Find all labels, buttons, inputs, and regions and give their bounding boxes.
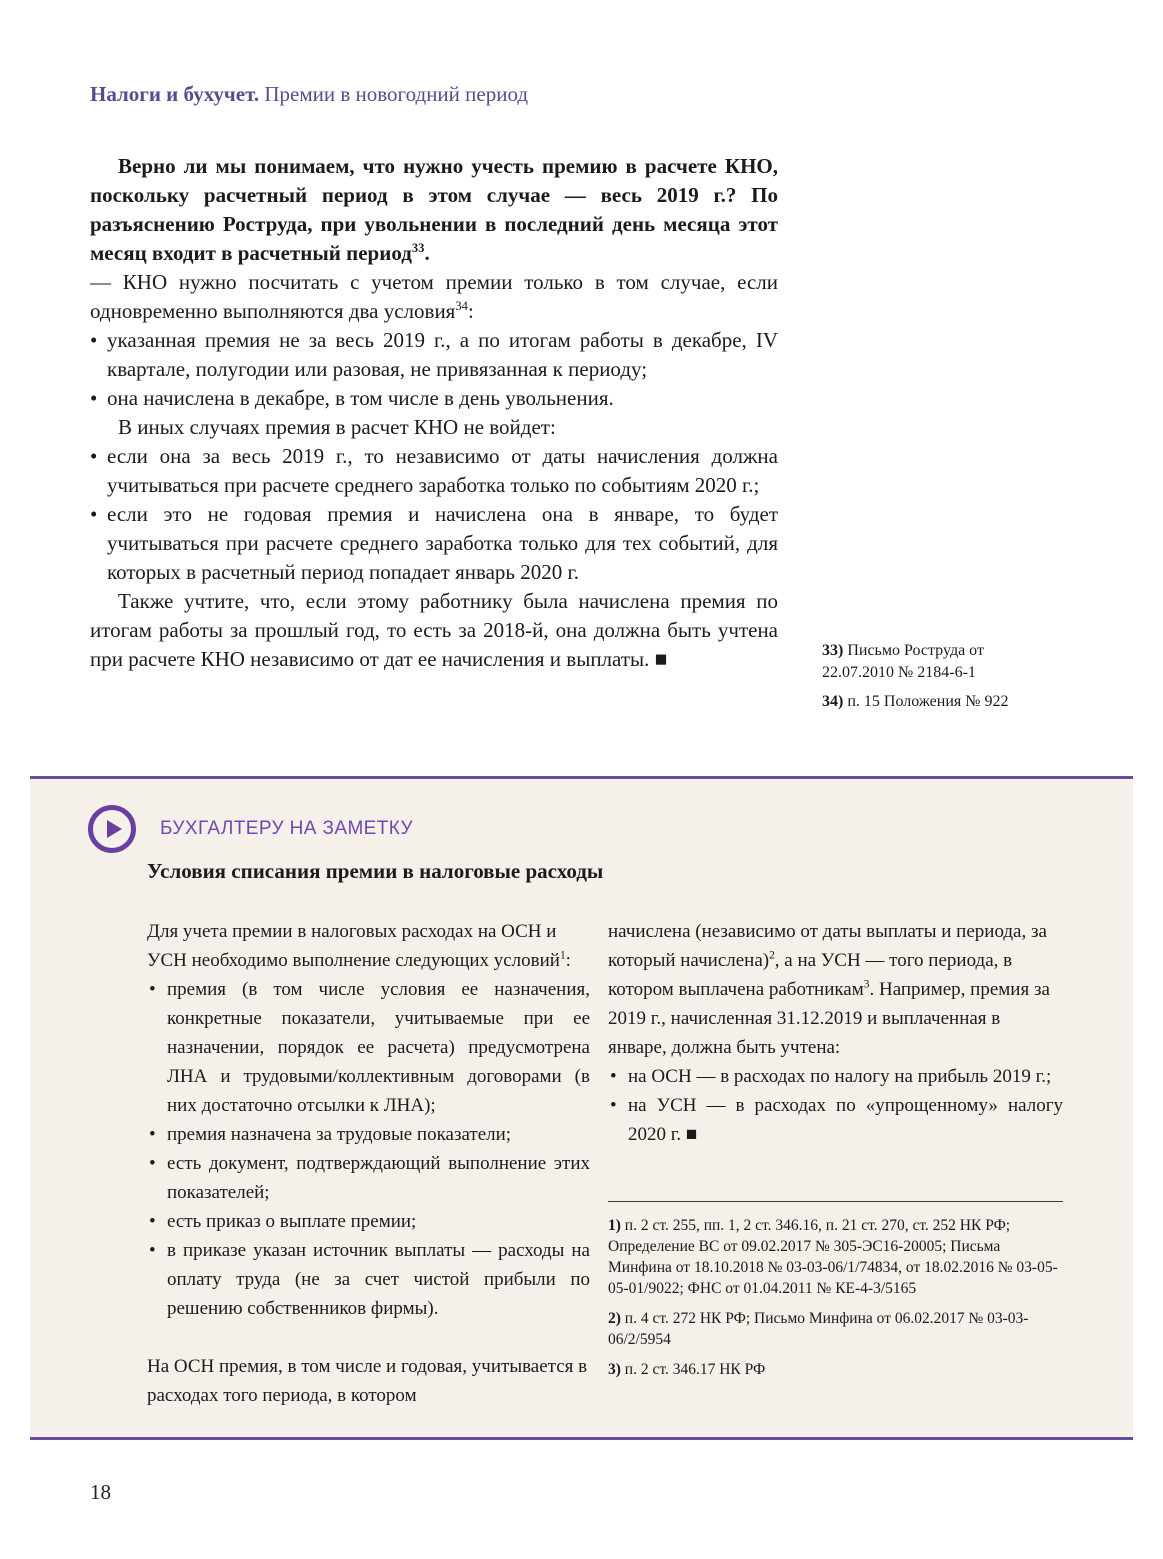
other-cases-intro: В иных случаях премия в расчет КНО не войдет: [118, 415, 556, 439]
bullet-icon: • [90, 386, 98, 410]
note-column-left [147, 917, 590, 1410]
list-item-text: если она за весь 2019 г., то независимо от даты начисления должна учитываться при расчете среднего заработка только по событиям 2020 г.; [107, 444, 778, 497]
bullet-icon: • [610, 1095, 617, 1116]
list-item [90, 384, 778, 413]
list-item-text: премия (в том числе условия ее назначения, конкретные показатели, учитываемые при ее назначении, порядок ее расчета) предусмотрена ЛНА и трудовыми/коллективным договорами (в них достаточно отсылки к ЛНА); [167, 979, 590, 1116]
list-item-text: премия назначена за трудовые показатели; [167, 1124, 512, 1145]
note-right-text: , а на УСН — того периода, в котором выплачена работникам [608, 950, 1013, 1000]
footnote-ref-33: 33 [411, 241, 425, 255]
bullet-icon: • [90, 502, 98, 526]
list-item-text: она начислена в декабре, в том числе в день увольнения. [107, 386, 614, 410]
play-triangle-icon [107, 820, 122, 838]
bullet-icon: • [149, 979, 156, 1000]
list-item [147, 1149, 590, 1207]
list-item [147, 975, 590, 1120]
bullet-icon: • [90, 444, 98, 468]
list-item [90, 326, 778, 384]
note-right-paragraph [608, 917, 1063, 1062]
question-text: Верно ли мы понимаем, что нужно учесть премию в расчете КНО, поскольку расчетный период в этом случае — весь 2019 г.? По разъяснению Роструда, при увольнении в последний день месяца этот месяц входит в расчетный период [90, 154, 778, 265]
note-column-right [608, 917, 1063, 1410]
footnote-text: п. 2 ст. 255, пп. 1, 2 ст. 346.16, п. 21 ст. 270, ст. 252 НК РФ; Определение ВС от 09.02.2017 № 305-ЭС16-20005; Письма Минфина от 18.10.2018 № 03-03-06/1/74834, от 18.02.2016 № 03-05-05-01/9022; ФНС от 01.04.2011 № КЕ-4-3/5165 [608, 1217, 1058, 1297]
answer-intro-tail: : [467, 299, 474, 323]
answer-intro-text: — КНО нужно посчитать с учетом премии только в том случае, если одновременно выполняются два условия [90, 270, 778, 323]
question-paragraph [90, 152, 778, 268]
bullet-icon: • [149, 1124, 156, 1145]
list-item-text: на УСН — в расходах по «упрощенному» налогу 2020 г. ■ [628, 1095, 1063, 1145]
note-header [88, 805, 413, 853]
footnote-number: 2) [608, 1310, 621, 1327]
list-item [147, 1236, 590, 1323]
note-kicker: БУХГАЛТЕРУ НА ЗАМЕТКУ [160, 818, 413, 839]
footnote-3 [608, 1359, 1063, 1380]
footnote-number: 3) [608, 1361, 621, 1378]
footnote-text: п. 15 Положения № 922 [843, 693, 1009, 710]
list-item-text: в приказе указан источник выплаты — расходы на оплату труда (не за счет чистой прибыли по решению собственников фирмы). [167, 1240, 590, 1319]
note-left-closing: На ОСН премия, в том числе и годовая, учитывается в расходах того периода, в котором [147, 1356, 588, 1406]
list-item [608, 1091, 1063, 1149]
bullet-icon: • [90, 328, 98, 352]
accountant-note-box [30, 776, 1133, 1440]
margin-footnotes [822, 640, 1014, 720]
note-intro [147, 917, 590, 975]
bullet-icon: • [149, 1153, 156, 1174]
bullet-icon: • [149, 1240, 156, 1261]
answer-intro-paragraph [90, 268, 778, 326]
list-item [147, 1207, 590, 1236]
note-intro-tail: : [565, 950, 571, 971]
list-item-text: на ОСН — в расходах по налогу на прибыль 2019 г.; [628, 1066, 1052, 1087]
footnote-text: п. 2 ст. 346.17 НК РФ [620, 1361, 766, 1378]
footnote-ref-3: 3 [863, 978, 870, 991]
article-topic: Премии в новогодний период [259, 82, 529, 106]
question-tail: . [424, 241, 430, 265]
footnote-1 [608, 1215, 1063, 1299]
article-body [90, 152, 778, 674]
list-item-text: указанная премия не за весь 2019 г., а по итогам работы в декабре, IV квартале, полугодии или разовая, не привязанная к периоду; [107, 328, 778, 381]
note-footnotes [608, 1201, 1063, 1380]
footnote-ref-2: 2 [769, 949, 775, 962]
list-item [608, 1062, 1063, 1091]
play-icon [88, 805, 136, 853]
list-item [90, 500, 778, 587]
note-title: Условия списания премии в налоговые расходы [147, 859, 604, 883]
footnote-2 [608, 1308, 1063, 1350]
footnote-number: 33) [822, 642, 844, 659]
note-columns [147, 917, 1063, 1410]
list-item-text: если это не годовая премия и начислена она в январе, то будет учитываться при расчете среднего заработка только для тех событий, для которых в расчетный период попадает январь 2020 г. [107, 502, 778, 584]
footnote-ref-34: 34 [455, 299, 468, 313]
footnote-text: п. 4 ст. 272 НК РФ; Письмо Минфина от 06.02.2017 № 03-03-06/2/5954 [608, 1310, 1029, 1348]
footnote-ref-1: 1 [559, 949, 566, 962]
page-number: 18 [90, 1480, 111, 1504]
footnote-number: 1) [608, 1217, 621, 1234]
footnote-number: 34) [822, 693, 844, 710]
note-right-text: начислена (независимо от даты выплаты и периода, за который начислена) [608, 921, 1047, 971]
note-right-text: . Например, премия за 2019 г., начисленная 31.12.2019 и выплаченная в январе, должна быть учтена: [608, 979, 1050, 1058]
running-head [90, 82, 528, 107]
list-item [90, 442, 778, 500]
list-item [147, 1120, 590, 1149]
list-item-text: есть приказ о выплате премии; [167, 1211, 417, 1232]
closing-paragraph: Также учтите, что, если этому работнику была начислена премия по итогам работы за прошлый год, то есть за 2018-й, она должна быть учтена при расчете КНО независимо от дат ее начисления и выплаты. ■ [90, 589, 778, 671]
bullet-icon: • [610, 1066, 617, 1087]
section-label: Налоги и бухучет. [90, 82, 260, 106]
bullet-icon: • [149, 1211, 156, 1232]
margin-footnote-34 [822, 691, 1014, 713]
note-intro-text: Для учета премии в налоговых расходах на ОСН и УСН необходимо выполнение следующих условий [147, 921, 560, 971]
list-item-text: есть документ, подтверждающий выполнение этих показателей; [167, 1153, 590, 1203]
footnote-text: Письмо Роструда от 22.07.2010 № 2184-6-1 [822, 642, 984, 681]
margin-footnote-33 [822, 640, 1014, 684]
